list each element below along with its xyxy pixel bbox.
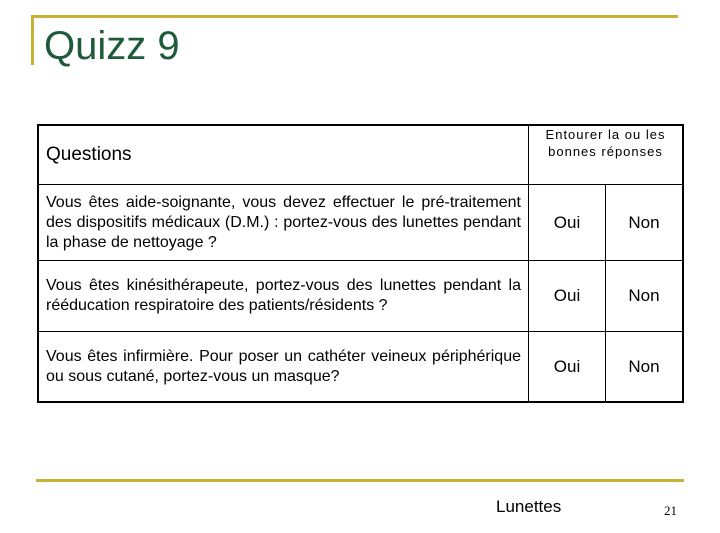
answer-no[interactable]: Non [606, 332, 684, 403]
answer-yes[interactable]: Oui [529, 332, 606, 403]
top-accent-line [31, 15, 678, 18]
footer-label: Lunettes [496, 497, 562, 516]
quiz-table [37, 124, 684, 403]
question-text: Vous êtes aide-soignante, vous devez effectuer le pré-traitement des dispositifs médicaux (D.M.) : portez-vous des lunettes pendant la phase de nettoyage ? [38, 185, 529, 261]
answers-header: Entourer la ou les bonnes réponses [529, 125, 684, 185]
slide-title: Quizz 9 [44, 24, 180, 68]
answer-no[interactable]: Non [606, 185, 684, 261]
page-number: 21 [664, 503, 677, 518]
answer-yes[interactable]: Oui [529, 185, 606, 261]
table-row [38, 332, 683, 403]
question-text: Vous êtes infirmière. Pour poser un cathéter veineux périphérique ou sous cutané, portez-vous un masque? [38, 332, 529, 403]
bottom-accent-line [36, 479, 684, 482]
table-row [38, 261, 683, 332]
table-header-row [38, 125, 683, 185]
answer-no[interactable]: Non [606, 261, 684, 332]
answer-yes[interactable]: Oui [529, 261, 606, 332]
questions-header: Questions [38, 125, 529, 185]
left-accent-line [31, 15, 34, 65]
table-row [38, 185, 683, 261]
question-text: Vous êtes kinésithérapeute, portez-vous des lunettes pendant la rééducation respiratoire des patients/résidents ? [38, 261, 529, 332]
